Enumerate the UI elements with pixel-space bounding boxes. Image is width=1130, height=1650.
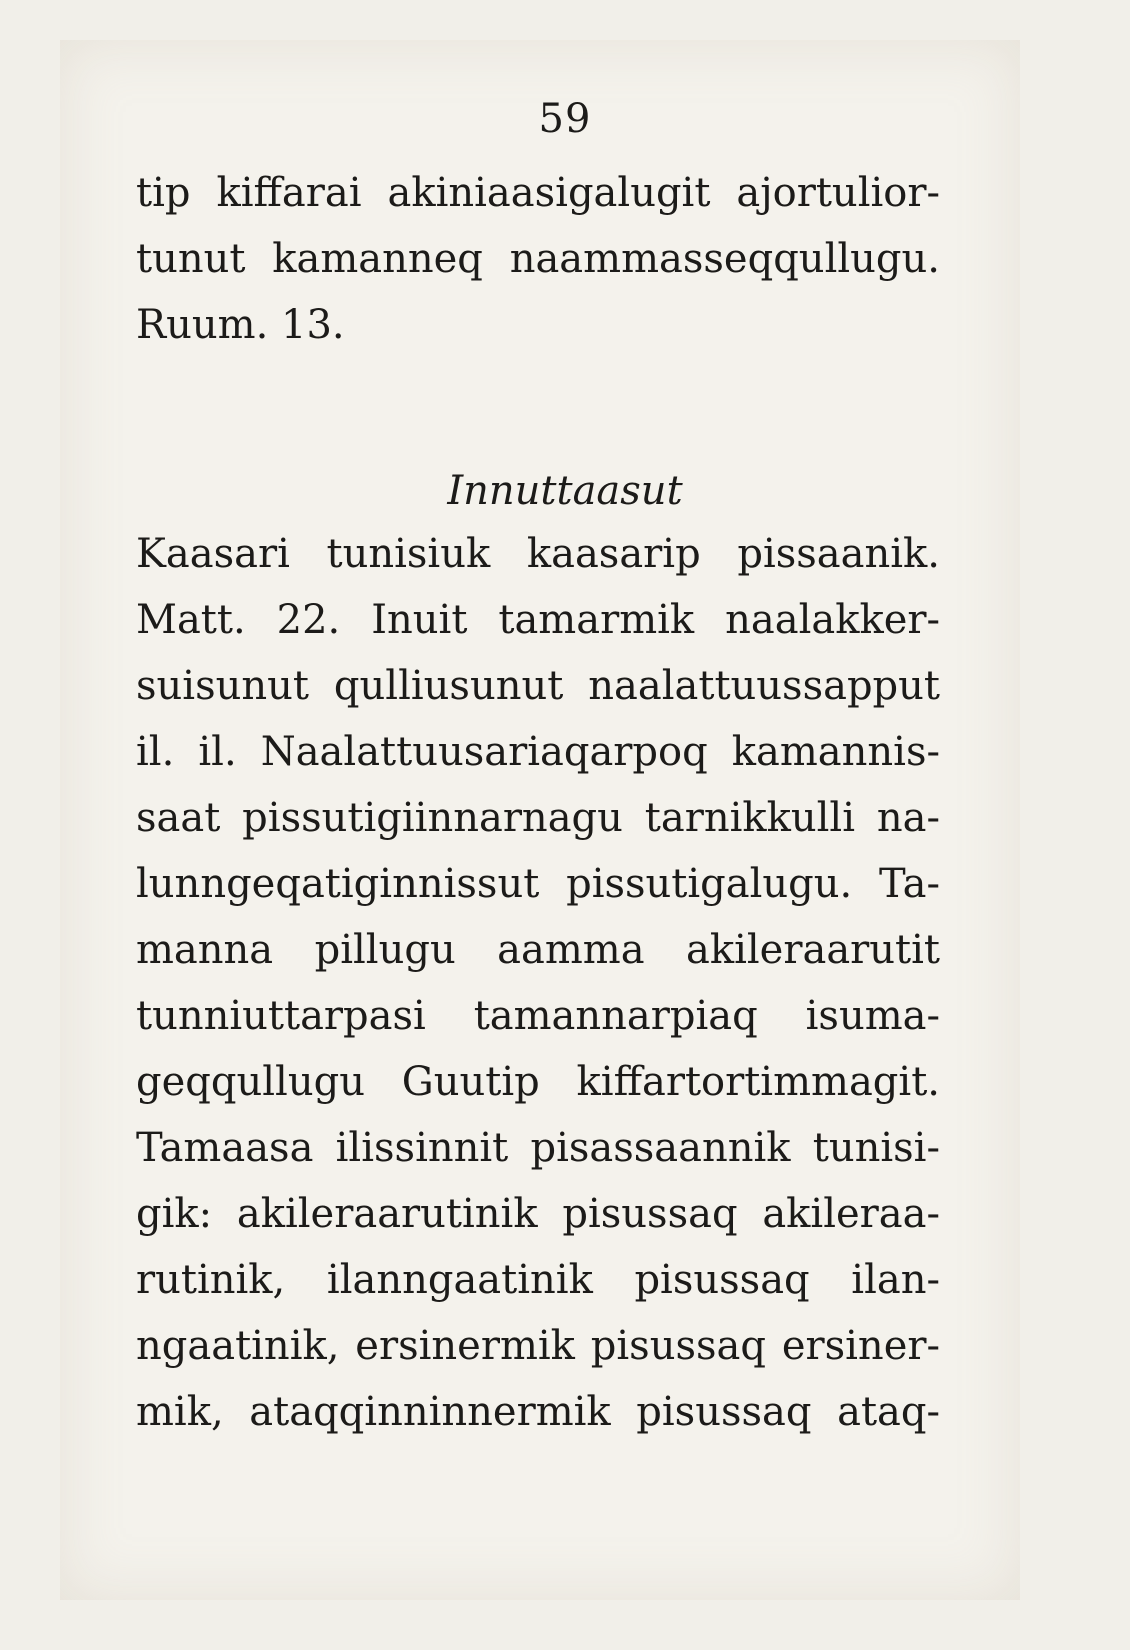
body-line-7: manna pillugu aamma akileraarutit [136,927,940,973]
intro-line-2: tunut kamanneq naammasseqqullugu. [136,236,940,282]
body-line-3: suisunut qulliusunut naalattuussapput [136,663,940,709]
body-line-14: mik, ataqqinninnermik pisussaq ataq- [136,1389,940,1435]
body-line-5: saat pissutigiinnarnagu tarnikkulli na- [136,795,940,841]
body-line-10: Tamaasa ilissinnit pisassaannik tunisi- [136,1125,940,1171]
page-number: 59 [538,96,592,142]
body-line-12: rutinik, ilanngaatinik pisussaq ilan- [136,1257,940,1303]
body-line-11: gik: akileraarutinik pisussaq akileraa- [136,1191,940,1237]
body-line-9: geqqullugu Guutip kiffartortimmagit. [136,1059,940,1105]
body-line-13: ngaatinik, ersinermik pisussaq ersiner- [136,1323,940,1369]
intro-line-3: Ruum. 13. [136,302,345,348]
body-line-6: lunngeqatiginnissut pissutigalugu. Ta- [136,861,940,907]
body-line-1: Kaasari tunisiuk kaasarip pissaanik. [136,531,940,577]
body-line-2: Matt. 22. Inuit tamarmik naalakker- [136,597,940,643]
intro-line-1: tip kiffarai akiniaasigalugit ajortulior- [136,170,940,216]
section-heading: Innuttaasut [447,468,683,514]
body-line-4: il. il. Naalattuusariaqarpoq kamannis- [136,729,940,775]
body-line-8: tunniuttarpasi tamannarpiaq isuma- [136,993,940,1039]
